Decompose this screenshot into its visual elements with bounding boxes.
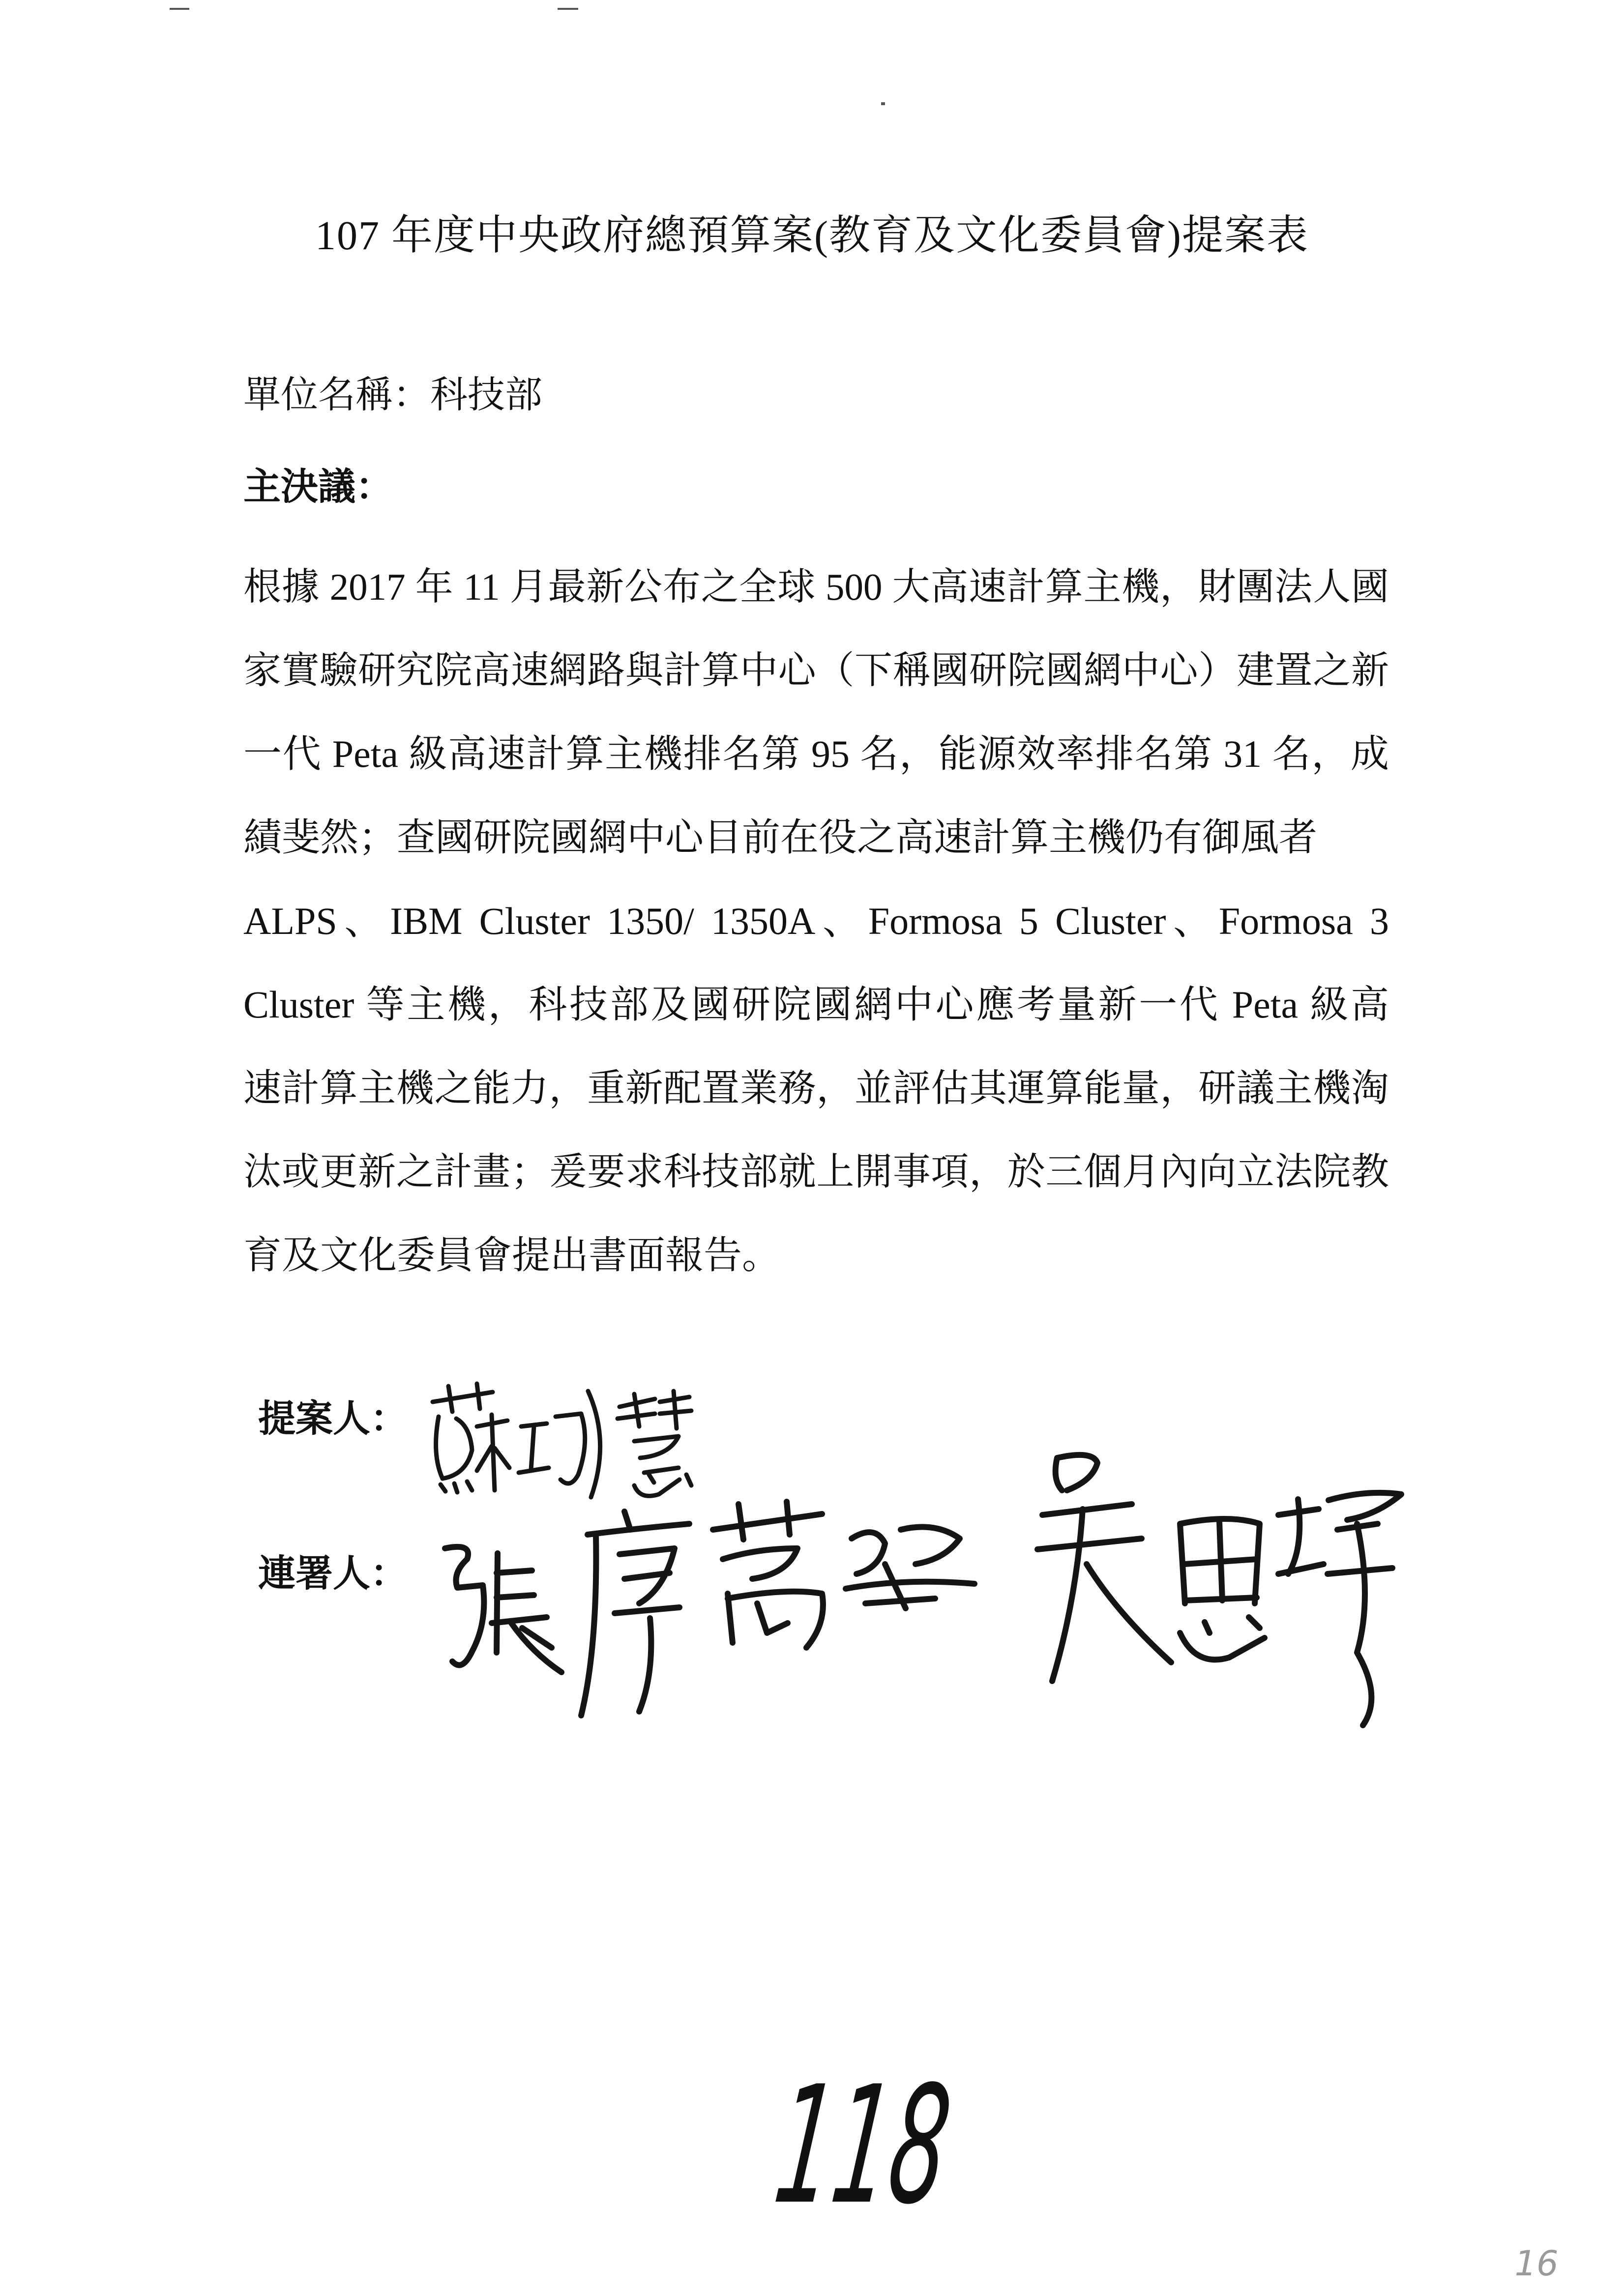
- scan-mark: [170, 8, 189, 10]
- unit-name: 單位名稱：科技部: [243, 375, 542, 416]
- scan-mark: [881, 102, 885, 105]
- body-line: 家實驗研究院高速網路與計算中心（下稱國研院國網中心）建置之新: [243, 649, 1389, 692]
- scan-mark: [558, 8, 578, 10]
- handwritten-page-number: 118: [767, 2051, 959, 2240]
- cosigner-signature: [445, 1455, 1401, 1725]
- proposer-label: 提案人：: [258, 1396, 408, 1440]
- resolution-body: [243, 545, 1389, 1297]
- body-line: Cluster 等主機，科技部及國研院國網中心應考量新一代 Peta 級高: [243, 983, 1389, 1026]
- body-line: 育及文化委員會提出書面報告。: [243, 1234, 781, 1277]
- body-line: 績斐然；查國研院國網中心目前在役之高速計算主機仍有御風者: [243, 816, 1318, 859]
- document-title: 107 年度中央政府總預算案(教育及文化委員會)提案表: [315, 213, 1309, 259]
- body-line: 速計算主機之能力，重新配置業務，並評估其運算能量，研議主機淘: [243, 1067, 1389, 1109]
- proposer-signature: [433, 1384, 691, 1497]
- body-line: ALPS、IBM Cluster 1350/ 1350A、Formosa 5 Cluster、Formosa 3: [243, 900, 1389, 942]
- body-line: 一代 Peta 級高速計算主機排名第 95 名，能源效率排名第 31 名，成: [243, 732, 1389, 775]
- resolution-heading: 主決議：: [243, 465, 393, 508]
- body-line: 根據 2017 年 11 月最新公布之全球 500 大高速計算主機，財團法人國: [243, 566, 1389, 608]
- corner-page-mark: 16: [1514, 2243, 1559, 2284]
- body-line: 汰或更新之計畫；爰要求科技部就上開事項，於三個月內向立法院教: [243, 1151, 1389, 1193]
- cosigner-label: 連署人：: [258, 1551, 408, 1595]
